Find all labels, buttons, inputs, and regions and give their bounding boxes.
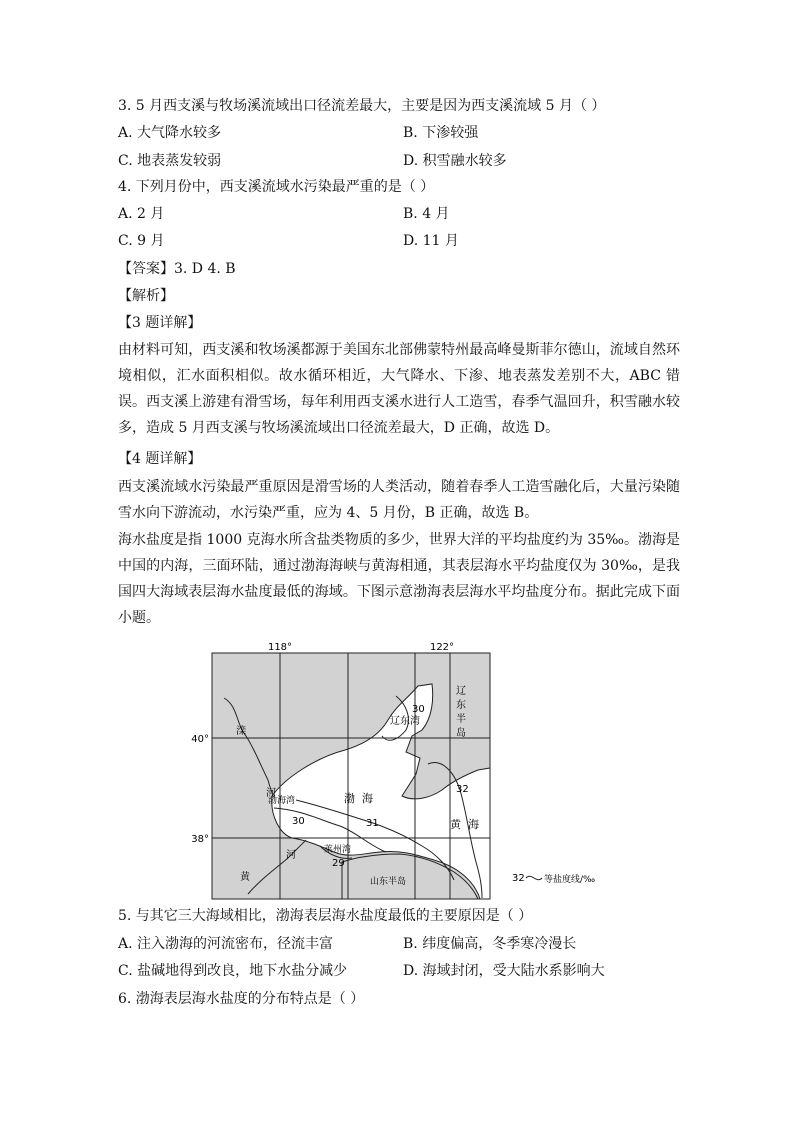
shandong-label: 山东半岛 bbox=[370, 877, 407, 887]
isoline-value-29: 29 bbox=[332, 858, 345, 869]
he-label-1: 河 bbox=[266, 788, 276, 799]
yellow-river-label-1: 黄 bbox=[240, 872, 250, 883]
luan-label: 滦 bbox=[236, 726, 246, 737]
huanghai-label-2: 海 bbox=[468, 818, 479, 831]
material-text: 海水盐度是指 1000 克海水所含盐类物质的多少，世界大洋的平均盐度约为 35‰。渤海是中国的内海，三面环陆，通过渤海海峡与黄海相通，其表层海水平均盐度仅为 30‰，是我国四大海域表层海水盐度最低的海域。下图示意渤海表层海水平均盐度分布。据此完成下面小题。 bbox=[118, 532, 680, 626]
liaodong-pen-label-2: 东 bbox=[456, 700, 466, 711]
lon-118-label: 118° bbox=[267, 642, 293, 653]
lat-38-label: 38° bbox=[191, 834, 209, 845]
q5-option-b: B. 纬度偏高，冬季寒冷漫长 bbox=[403, 936, 577, 952]
q4-detail-text: 西支溪流域水污染最严重原因是滑雪场的人类活动，随着春季人工造雪融化后，大量污染随雪水向下游流动，水污染严重，应为 4、5 月份，B 正确，故选 B。 bbox=[118, 479, 680, 521]
q5-stem: 5. 与其它三大海域相比，渤海表层海水盐度最低的主要原因是（ ） bbox=[118, 908, 533, 924]
isoline-value-30-north: 30 bbox=[412, 704, 425, 715]
lat-40-label: 40° bbox=[191, 734, 209, 745]
bohai-salinity-map bbox=[191, 640, 610, 902]
map-svg bbox=[191, 640, 610, 902]
huanghai-label-1: 黄 bbox=[450, 818, 461, 831]
liaodong-pen-label-3: 半 bbox=[456, 714, 466, 725]
q4-option-b: B. 4 月 bbox=[403, 206, 450, 222]
q3-option-b: B. 下渗较强 bbox=[403, 125, 479, 141]
bohai-bay-label: 渤海湾 bbox=[268, 796, 296, 806]
legend-line-icon bbox=[526, 876, 542, 879]
q3-option-c: C. 地表蒸发较弱 bbox=[118, 153, 222, 169]
bohai-label-1: 渤 bbox=[344, 792, 355, 805]
liaodong-bay-label: 辽东湾 bbox=[390, 716, 420, 727]
analysis-title: 【解析】 bbox=[118, 288, 174, 304]
laizhou-bay-label: 莱州湾 bbox=[324, 845, 352, 855]
isoline-value-31: 31 bbox=[366, 818, 379, 829]
q3-option-a: A. 大气降水较多 bbox=[118, 125, 222, 141]
q4-option-c: C. 9 月 bbox=[118, 233, 165, 249]
liaodong-pen-label-4: 岛 bbox=[456, 728, 466, 739]
q3-option-d: D. 积雪融水较多 bbox=[403, 153, 507, 169]
q4-option-a: A. 2 月 bbox=[118, 206, 165, 222]
legend-label: 等盐度线/‰ bbox=[544, 875, 596, 885]
answer-line: 【答案】3. D 4. B bbox=[118, 261, 236, 277]
yellow-river-label-2: 河 bbox=[286, 850, 296, 861]
q3-detail-title: 【3 题详解】 bbox=[118, 315, 202, 331]
q4-option-d: D. 11 月 bbox=[403, 233, 459, 249]
isoline-value-30-south: 30 bbox=[292, 816, 305, 827]
q5-option-a: A. 注入渤海的河流密布，径流丰富 bbox=[118, 936, 334, 952]
q5-option-d: D. 海域封闭，受大陆水系影响大 bbox=[403, 963, 605, 979]
q4-detail-title: 【4 题详解】 bbox=[118, 451, 202, 467]
legend-value: 32 bbox=[512, 873, 525, 884]
q5-option-c: C. 盐碱地得到改良，地下水盐分减少 bbox=[118, 963, 348, 979]
q3-detail-text: 由材料可知，西支溪和牧场溪都源于美国东北部佛蒙特州最高峰曼斯菲尔德山，流域自然环境相似，汇水面积相似。故水循环相近，大气降水、下渗、地表蒸发差别不大，ABC 错误。西支溪上游建有滑雪场，每年利用西支溪水进行人工造雪，春季气温回升，积雪融水较多，造成 5 月西支溪与牧场溪流域出口径流差最大，D 正确，故选 D。 bbox=[118, 342, 680, 436]
bohai-label-2: 海 bbox=[362, 792, 373, 805]
isoline-value-32: 32 bbox=[456, 784, 469, 795]
q6-stem: 6. 渤海表层海水盐度的分布特点是（ ） bbox=[118, 991, 365, 1007]
lon-122-label: 122° bbox=[429, 642, 455, 653]
q3-stem: 3. 5 月西支溪与牧场溪流域出口径流差最大，主要是因为西支溪流域 5 月（ ） bbox=[118, 98, 606, 114]
q4-stem: 4. 下列月份中，西支溪流域水污染最严重的是（ ） bbox=[118, 179, 435, 195]
liaodong-pen-label-1: 辽 bbox=[456, 686, 466, 697]
